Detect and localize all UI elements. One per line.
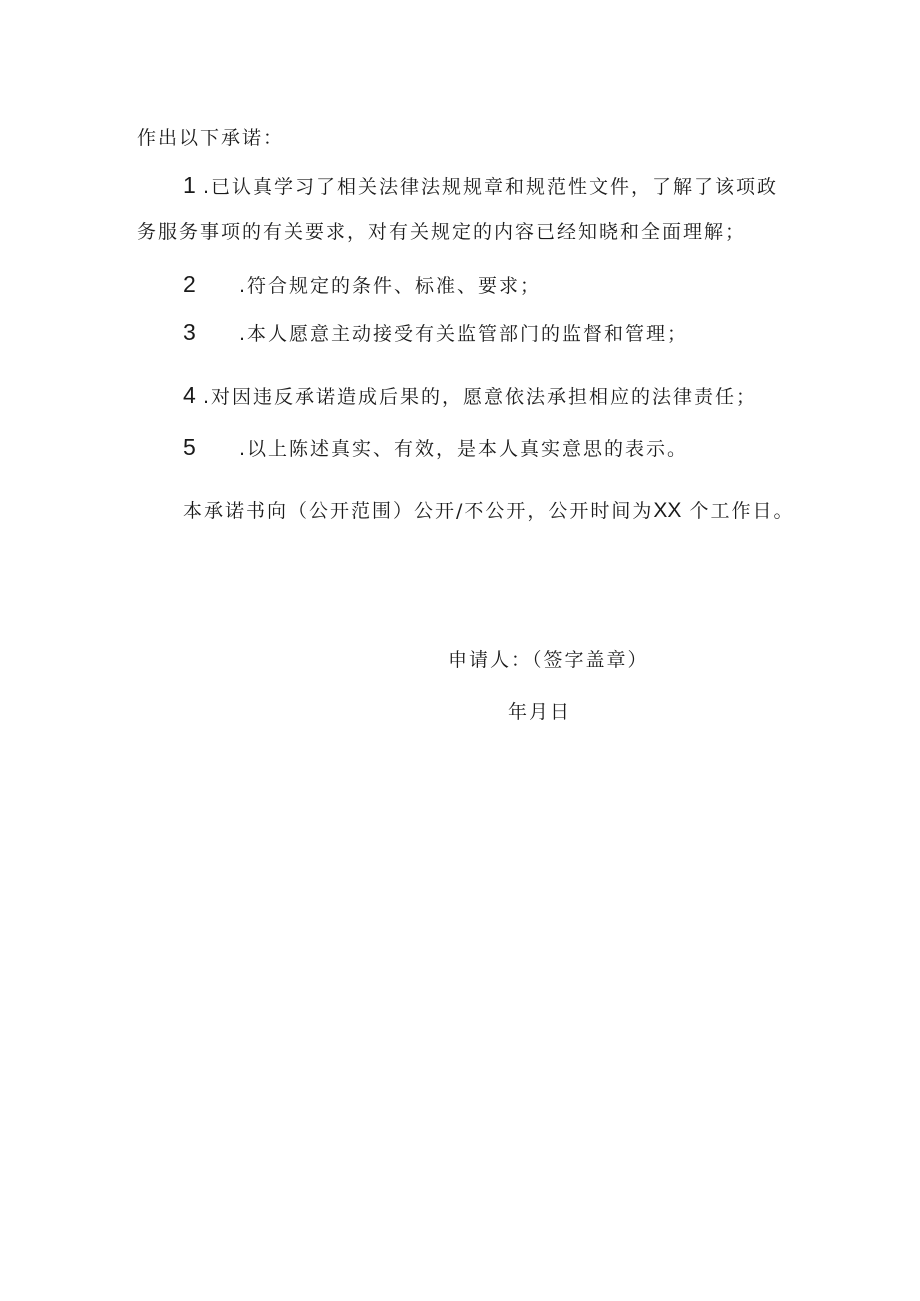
- item-text: .已认真学习了相关法律法规规章和规范性文件，了解了该项政: [203, 176, 779, 198]
- item-number: 4: [183, 382, 196, 408]
- commitment-item-1-continuation: 务服务事项的有关要求，对有关规定的内容已经知晓和全面理解；: [137, 221, 747, 243]
- item-text: .符合规定的条件、标准、要求；: [239, 275, 542, 297]
- item-text: .对因违反承诺造成后果的，愿意依法承担相应的法律责任；: [203, 386, 758, 408]
- item-text: .以上陈述真实、有效，是本人真实意思的表示。: [239, 438, 689, 460]
- item-number: 3: [183, 319, 196, 345]
- item-number: 5: [183, 434, 196, 460]
- commitment-item-4: [183, 381, 757, 411]
- item-text: .本人愿意主动接受有关监管部门的监督和管理；: [239, 323, 689, 345]
- disclosure-prefix: 本承诺书向（公开范围）公开/不公开，公开时间为: [183, 500, 654, 522]
- commitment-item-5: [183, 433, 688, 463]
- disclosure-days: XX: [653, 499, 682, 522]
- disclosure-statement: [183, 497, 794, 525]
- item-number: 1: [183, 172, 196, 198]
- item-number: 2: [183, 271, 196, 297]
- commitment-item-2: [183, 270, 541, 300]
- intro-text: 作出以下承诺：: [137, 127, 285, 149]
- signature-date: 年月日: [508, 701, 572, 723]
- commitment-item-3: [183, 318, 688, 348]
- disclosure-suffix: 个工作日。: [689, 500, 795, 522]
- commitment-item-1: [183, 171, 778, 201]
- applicant-signature-line: 申请人：（签字盖章）: [448, 649, 649, 671]
